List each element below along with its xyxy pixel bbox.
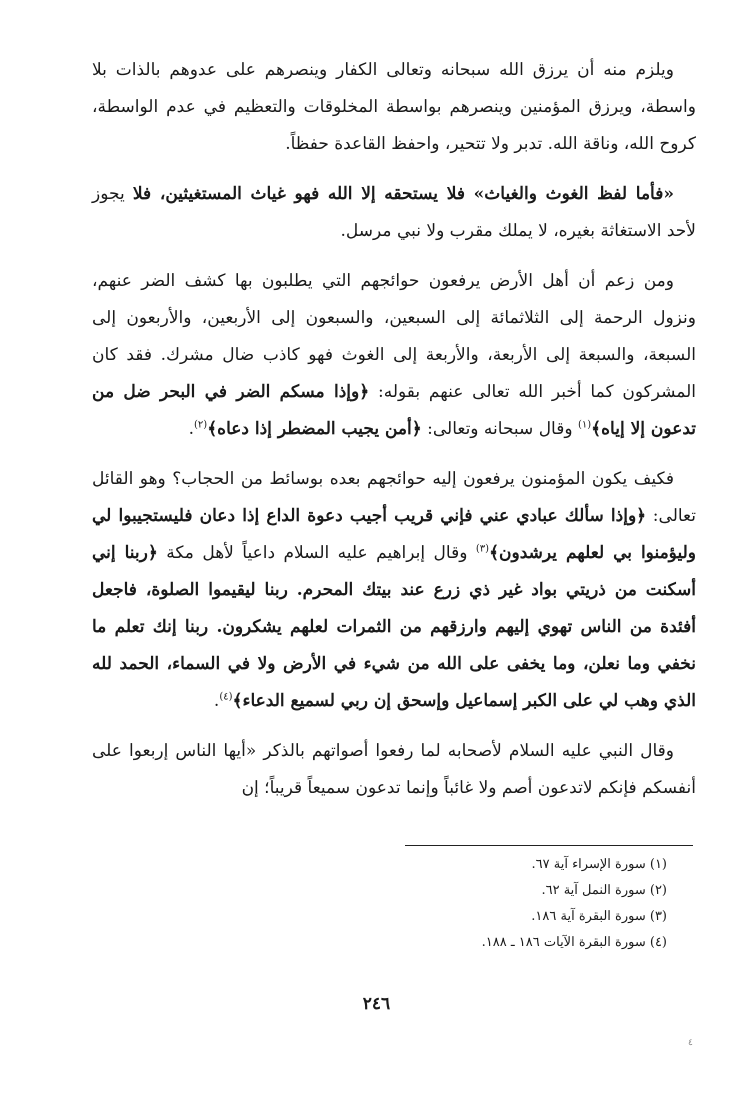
text-segment: فكيف يكون المؤمنون يرفعون إليه حوائجهم بعده بوسائط من الحجاب؟ وهو القائل تعالى: xyxy=(92,469,696,526)
footnote-divider xyxy=(405,845,693,846)
quran-quote: ﴿وإذا مسكم الضر في البحر ضل من تدعون إلا إياه﴾ xyxy=(92,382,696,439)
text-segment: . xyxy=(188,419,195,439)
footnote: (٤) سورة البقرة الآيات ١٨٦ ـ ١٨٨. xyxy=(481,935,667,950)
text-segment: وقال النبي عليه السلام لأصحابه لما رفعوا أصواتهم بالذكر «أيها الناس إربعوا على أنفسكم فإنكم لاتدعون أصم ولا غائباً وإنما تدعون سميعاً قريباً؛ إن xyxy=(92,741,696,798)
main-text xyxy=(92,52,696,820)
text-segment: يجوز لأحد الاستغاثة بغيره، لا يملك مقرب ولا نبي مرسل. xyxy=(92,184,696,241)
quran-quote: ﴿ربنا إني أسكنت من ذريتي بواد غير ذي زرع عند بيتك المحرم. ربنا ليقيموا الصلوة، فاجعل أفئدة من الناس تهوي إليهم وارزقهم من الثمرات لعلهم يشكرون. ربنا إنك تعلم ما نخفي وما نعلن، وما يخفى على الله من شيء في الأرض ولا في السماء، الحمد لله الذي وهب لي على الكبر إسماعيل وإسحق إن ربي لسميع الدعاء﴾ xyxy=(92,543,696,711)
text-segment: وقال إبراهيم عليه السلام داعياً لأهل مكة xyxy=(157,543,476,563)
footnotes xyxy=(307,852,667,956)
quran-quote: ﴿أمن يجيب المضطر إذا دعاه﴾ xyxy=(207,419,422,439)
footnote-ref: (٣) xyxy=(475,543,490,555)
paragraph xyxy=(92,176,696,250)
footnote-ref: (١) xyxy=(577,419,592,431)
text-segment: . xyxy=(213,691,220,711)
paragraph xyxy=(92,461,696,720)
stray-mark: ٤ xyxy=(688,1038,693,1048)
page-number: ٢٤٦ xyxy=(362,994,391,1014)
footnote-ref: (٤) xyxy=(219,691,233,703)
text-segment: ويلزم منه أن يرزق الله سبحانه وتعالى الكفار وينصرهم على عدوهم بالذات بلا واسطة، ويرزق المؤمنين وينصرهم بواسطة المخلوقات والتعظيم في عدم الواسطة، كروح الله، وناقة الله. تدبر ولا تتحير، واحفظ القاعدة حفظاً. xyxy=(92,60,696,154)
footnote-ref: (٢) xyxy=(194,419,208,431)
footnote: (٢) سورة النمل آية ٦٢. xyxy=(541,883,667,898)
paragraph xyxy=(92,263,696,448)
paragraph xyxy=(92,52,696,163)
footnote: (١) سورة الإسراء آية ٦٧. xyxy=(531,857,667,872)
quran-quote: ﴿وإذا سألك عبادي عني فإني قريب أجيب دعوة الداع إذا دعان فليستجيبوا لي وليؤمنوا بي لعلهم يرشدون﴾ xyxy=(92,506,696,563)
paragraph xyxy=(92,733,696,807)
quran-quote: «فأما لفظ الغوث والغياث» فلا يستحقه إلا الله فهو غياث المستغيثين، فلا xyxy=(132,184,674,204)
text-segment: وقال سبحانه وتعالى: xyxy=(421,419,578,439)
footnote: (٣) سورة البقرة آية ١٨٦. xyxy=(531,909,667,924)
text-segment: ومن زعم أن أهل الأرض يرفعون حوائجهم التي يطلبون بها كشف الضر عنهم، ونزول الرحمة إلى الثلاثمائة إلى السبعين، والسبعون إلى الأربعين، والأربعون إلى السبعة، والسبعة إلى الأربعة، والأربعة إلى الغوث فهو كاذب ضال مشرك. فقد كان المشركون كما أخبر الله تعالى عنهم بقوله: xyxy=(92,271,696,402)
